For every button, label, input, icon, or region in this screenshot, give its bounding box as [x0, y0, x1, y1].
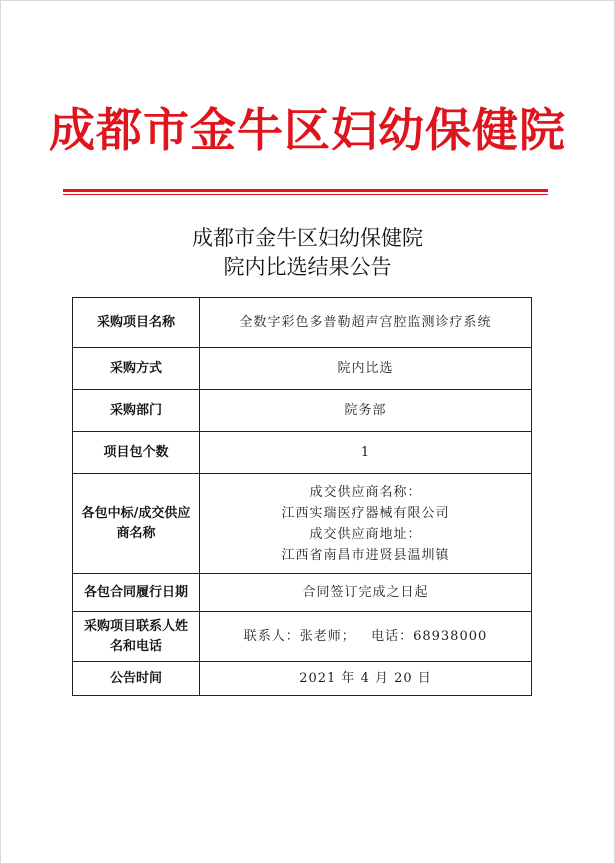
label-contact-line-1: 采购项目联系人姓: [83, 618, 188, 634]
letterhead-divider-thin: [63, 194, 548, 195]
label-supplier-line-1: 各包中标/成交供应: [81, 505, 191, 521]
label-contact-line-2: 名和电话: [109, 638, 162, 654]
label-contact: [73, 612, 200, 662]
label-contract-date: 各包合同履行日期: [73, 574, 200, 612]
notice-title-line-1: 成都市金牛区妇幼保健院: [192, 226, 423, 250]
label-procurement-method: 采购方式: [73, 348, 200, 390]
table-row-department: [73, 390, 532, 432]
value-package-count: 1: [200, 432, 532, 474]
supplier-name-heading: 成交供应商名称：: [309, 484, 422, 500]
notice-title: [0, 224, 615, 282]
label-department: 采购部门: [73, 390, 200, 432]
value-supplier: [200, 474, 532, 574]
label-announcement-date: 公告时间: [73, 662, 200, 696]
table-row-announcement-date: [73, 662, 532, 696]
value-announcement-date: 2021 年 4 月 20 日: [200, 662, 532, 696]
label-package-count: 项目包个数: [73, 432, 200, 474]
table-row-contact: [73, 612, 532, 662]
procurement-info-table: [72, 297, 532, 696]
supplier-name: 江西实瑞医疗器械有限公司: [281, 505, 450, 521]
value-department: 院务部: [200, 390, 532, 432]
notice-title-line-2: 院内比选结果公告: [223, 255, 392, 279]
label-supplier-line-2: 商名称: [116, 525, 156, 541]
supplier-address: 江西省南昌市进贤县温圳镇: [281, 547, 450, 563]
value-procurement-method: 院内比选: [200, 348, 532, 390]
supplier-address-heading: 成交供应商地址：: [309, 526, 422, 542]
letterhead-divider-thick: [63, 189, 548, 192]
table-row-procurement-method: [73, 348, 532, 390]
table-row-contract-date: [73, 574, 532, 612]
table-row-supplier: [73, 474, 532, 574]
value-contract-date: 合同签订完成之日起: [200, 574, 532, 612]
value-project-name: 全数字彩色多普勒超声宫腔监测诊疗系统: [200, 298, 532, 348]
organization-letterhead: 成都市金牛区妇幼保健院: [49, 103, 566, 157]
value-contact: 联系人：张老师； 电话：68938000: [200, 612, 532, 662]
label-supplier: [73, 474, 200, 574]
table-row-project-name: [73, 298, 532, 348]
table-row-package-count: [73, 432, 532, 474]
label-project-name: 采购项目名称: [73, 298, 200, 348]
